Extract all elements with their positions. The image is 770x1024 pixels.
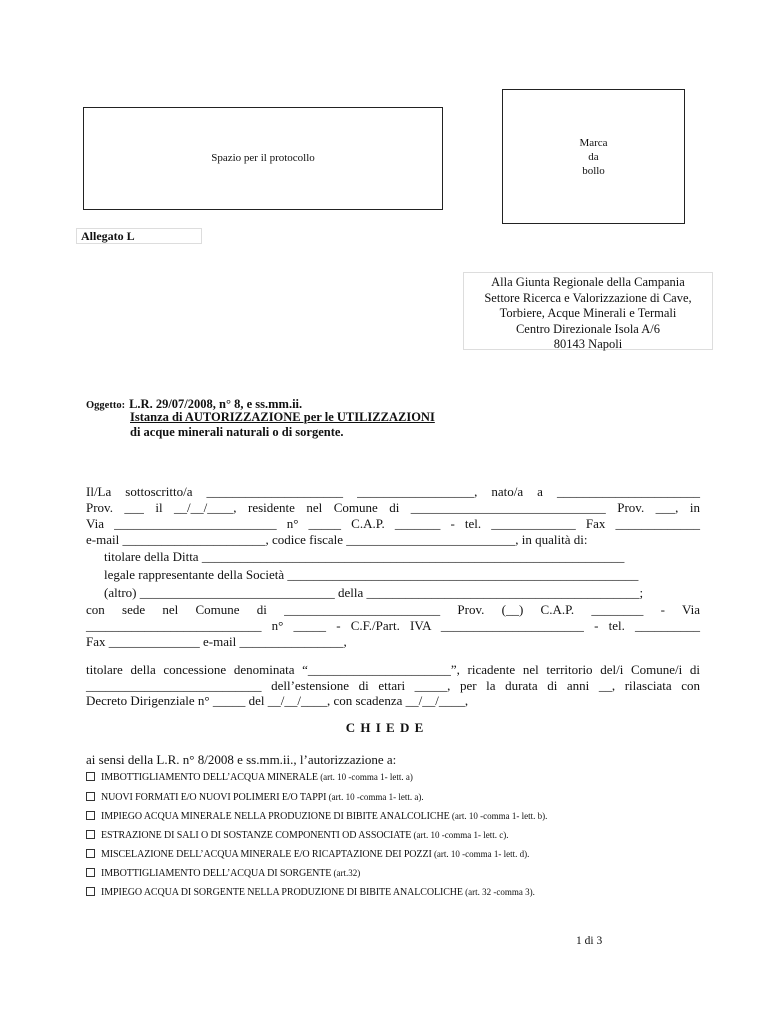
option-row[interactable] xyxy=(86,770,413,785)
form-line-1: Il/La sottoscritto/a _____________________ __________________, nato/a a ______________________ xyxy=(86,484,700,499)
stamp-box xyxy=(502,89,685,224)
option-ref: (art. 10 -comma 1- lett. b). xyxy=(449,811,548,821)
stamp-line-1: Marca xyxy=(579,137,608,149)
option-row[interactable] xyxy=(86,809,547,824)
form-line-6: legale rappresentante della Società ______________________________________________________ xyxy=(104,567,639,582)
checkbox-icon[interactable] xyxy=(86,772,95,781)
stamp-line-3: bollo xyxy=(582,165,605,177)
form-line-4: e-mail ______________________, codice fiscale __________________________, in qualità di: xyxy=(86,532,588,547)
form-line-7: (altro) ______________________________ della __________________________________________; xyxy=(104,585,644,600)
option-label: ESTRAZIONE DI SALI O DI SOSTANZE COMPONENTI OD ASSOCIATE xyxy=(101,830,412,841)
recipient-line-5: 80143 Napoli xyxy=(553,337,623,351)
subject-label: Oggetto: xyxy=(86,400,126,411)
option-row[interactable] xyxy=(86,885,535,900)
option-row[interactable] xyxy=(86,866,360,881)
checkbox-icon[interactable] xyxy=(86,811,95,820)
option-row[interactable] xyxy=(86,847,529,862)
form-line-12: ___________________________ dell’estensione di ettari _____, per la durata di anni __, rilasciata con xyxy=(86,678,700,693)
request-heading: C H I E D E xyxy=(345,720,425,735)
form-line-5: titolare della Ditta _________________________________________________________________ xyxy=(104,549,625,564)
form-line-3: Via _________________________ n° _____ C.A.P. _______ - tel. _____________ Fax _____________ xyxy=(86,516,700,531)
option-label: NUOVI FORMATI E/O NUOVI POLIMERI E/O TAPPI xyxy=(101,792,327,803)
checkbox-icon[interactable] xyxy=(86,868,95,877)
form-line-9: ___________________________ n° _____ - C.F./Part. IVA ______________________ - tel. __________ xyxy=(86,618,700,633)
form-line-11: titolare della concessione denominata “______________________”, ricadente nel territorio del/i Comune/i di xyxy=(86,662,700,677)
form-line-2: Prov. ___ il __/__/____, residente nel Comune di ______________________________ Prov. ___, in xyxy=(86,500,700,515)
option-ref: (art.32) xyxy=(331,868,361,878)
option-row[interactable] xyxy=(86,790,424,805)
checkbox-icon[interactable] xyxy=(86,887,95,896)
subject-line-1: L.R. 29/07/2008, n° 8, e ss.mm.ii. xyxy=(129,397,303,411)
protocol-box-label: Spazio per il protocollo xyxy=(211,152,315,164)
recipient-line-1: Alla Giunta Regionale della Campania xyxy=(491,275,685,289)
stamp-box-label xyxy=(503,136,684,178)
page-number: 1 di 3 xyxy=(576,935,603,947)
recipient-block xyxy=(463,272,713,350)
recipient-line-2: Settore Ricerca e Valorizzazione di Cave, xyxy=(484,290,692,305)
option-ref: (art. 10 -comma 1- lett. a). xyxy=(326,792,424,802)
checkbox-icon[interactable] xyxy=(86,830,95,839)
recipient-line-3: Torbiere, Acque Minerali e Termali xyxy=(499,306,677,320)
option-ref: (art. 10 -comma 1- lett. c). xyxy=(411,830,509,840)
checkbox-icon[interactable] xyxy=(86,849,95,858)
option-ref: (art. 32 -comma 3). xyxy=(462,887,535,897)
subject-line-2: Istanza di AUTORIZZAZIONE per le UTILIZZAZIONI xyxy=(130,410,435,424)
attachment-label xyxy=(76,228,202,244)
stamp-line-2: da xyxy=(588,151,599,163)
attachment-text: Allegato L xyxy=(81,229,135,243)
request-intro: ai sensi della L.R. n° 8/2008 e ss.mm.ii., l’autorizzazione a: xyxy=(86,752,397,767)
recipient-line-4: Centro Direzionale Isola A/6 xyxy=(515,321,661,336)
option-label: IMBOTTIGLIAMENTO DELL’ACQUA MINERALE xyxy=(101,772,318,783)
subject-line-3: di acque minerali naturali o di sorgente. xyxy=(130,425,344,439)
option-label: IMBOTTIGLIAMENTO DELL’ACQUA DI SORGENTE xyxy=(101,868,332,879)
option-label: IMPIEGO ACQUA MINERALE NELLA PRODUZIONE DI BIBITE ANALCOLICHE xyxy=(101,811,450,822)
protocol-box xyxy=(83,107,443,210)
form-line-10: Fax ______________ e-mail ________________, xyxy=(86,634,347,649)
option-label: IMPIEGO ACQUA DI SORGENTE NELLA PRODUZIONE DI BIBITE ANALCOLICHE xyxy=(101,887,463,898)
option-ref: (art. 10 -comma 1- lett. a) xyxy=(317,772,413,782)
option-label: MISCELAZIONE DELL’ACQUA MINERALE E/O RICAPTAZIONE DEI POZZI xyxy=(101,849,432,860)
option-ref: (art. 10 -comma 1- lett. d). xyxy=(431,849,530,859)
form-line-8: con sede nel Comune di ________________________ Prov. (__) C.A.P. ________ - Via xyxy=(86,602,700,617)
checkbox-icon[interactable] xyxy=(86,792,95,801)
option-row[interactable] xyxy=(86,828,508,843)
form-line-13: Decreto Dirigenziale n° _____ del __/__/____, con scadenza __/__/____, xyxy=(86,693,469,708)
